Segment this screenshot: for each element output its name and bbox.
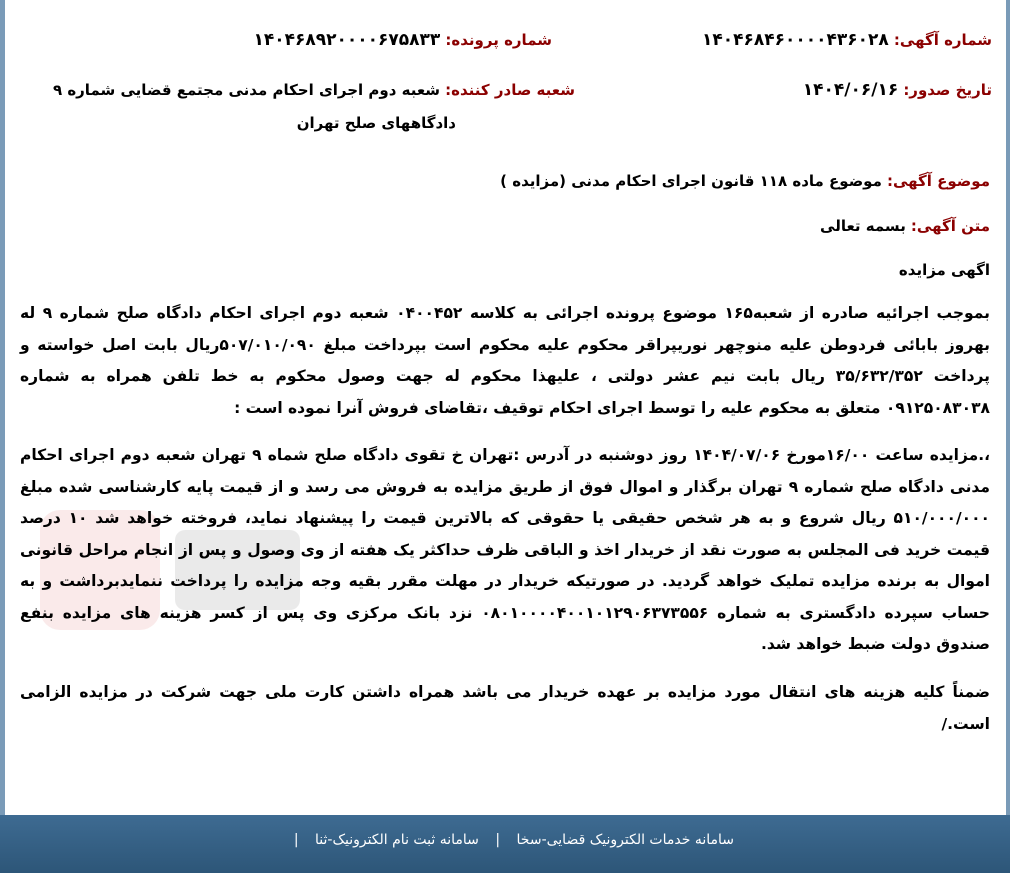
- ad-number-label: شماره آگهی:: [893, 31, 992, 49]
- issue-date-label: تاریخ صدور:: [903, 81, 992, 99]
- ad-title-row: [899, 260, 990, 279]
- ad-title: اگهی مزایده: [898, 261, 990, 279]
- issuing-branch-value: شعبه دوم اجرای احکام مدنی مجتمع قضایی شماره ۹: [52, 81, 441, 99]
- subject-label: موضوع آگهی:: [886, 172, 990, 190]
- case-number-label: شماره پرونده:: [445, 31, 552, 49]
- issuing-branch-row-2: [297, 113, 456, 132]
- window-frame-right: [1006, 0, 1010, 815]
- text-row: [820, 216, 990, 235]
- paragraph-1: بموجب اجرائیه صادره از شعبه۱۶۵ موضوع پرونده اجرائی به کلاسه ۰۴۰۰۴۵۲ شعبه دوم اجرای احکام دادگاه صلح شماره ۹ له بهروز بابائی فردوطن علیه منوچهر نوریپراقر محکوم علیه محکوم است بپرداخت مبلغ ۵۰۷/۰۱۰/۰۹۰ریال بابت اصل خواسته و پرداخت ۳۵/۶۳۲/۳۵۲ ریال بابت نیم عشر دولتی ، علیهذا محکوم له جهت وصول محکوم به خط تلفن همراه به شماره ۰۹۱۲۵۰۸۳۰۳۸ متعلق به محکوم علیه را توسط اجرای احکام توقیف ،تقاضای فروش آنرا نموده است :: [20, 304, 991, 417]
- issuing-branch-value-line2: دادگاههای صلح تهران: [296, 114, 456, 132]
- ad-number-row: [702, 30, 992, 50]
- footer-bar: [0, 815, 1010, 873]
- footer-link-sakha[interactable]: سامانه خدمات الکترونیک قضایی-سخا: [516, 832, 734, 848]
- paragraph-3: ضمناً کلیه هزینه های انتقال مورد مزایده بر عهده خریدار می باشد همراه داشتن کارت ملی جهت شرکت در مزایده الزامی است./: [20, 683, 990, 733]
- issuing-branch-row: [53, 80, 575, 99]
- footer-link-sana[interactable]: سامانه ثبت نام الکترونیک-ثنا: [315, 832, 479, 848]
- bismillah: بسمه تعالی: [820, 217, 906, 235]
- case-number-value: ۱۴۰۴۶۸۹۲۰۰۰۰۶۷۵۸۳۳: [253, 30, 441, 50]
- subject-row: [500, 171, 990, 190]
- ad-number-value: ۱۴۰۴۶۸۴۶۰۰۰۰۴۳۶۰۲۸: [702, 30, 889, 50]
- issuing-branch-label: شعبه صادر کننده:: [445, 81, 575, 99]
- issue-date-row: [803, 80, 992, 100]
- window-frame-left: [0, 0, 5, 815]
- case-number-row: [254, 30, 552, 50]
- footer-separator: |: [495, 832, 501, 848]
- issue-date-value: ۱۴۰۴/۰۶/۱۶: [802, 80, 899, 100]
- subject-value: موضوع ماده ۱۱۸ قانون اجرای احکام مدنی (مزایده ): [500, 172, 882, 190]
- paragraph-2: ،.مزایده ساعت ۱۶/۰۰مورخ ۱۴۰۴/۰۷/۰۶ روز دوشنبه در آدرس :تهران خ تقوی دادگاه صلح شماه ۹ تهران شعبه دوم اجرای احکام مدنی دادگاه صلح شماره ۹ تهران برگذار و اموال فوق از طریق مزایده به فروش می رسد و از قیمت پایه کارشناسی شده مبلغ ۵۱۰/۰۰۰/۰۰۰ ریال شروع و به هر شخص حقیقی یا حقوقی که بالاترین قیمت را پیشنهاد نماید، فروخته خواهد شد ۱۰ درصد قیمت خرید فی المجلس به صورت نقد از خریدار اخذ و الباقی ظرف حداکثر یک هفته از وی وصول و پس از انجام مراحل قانونی اموال به برنده مزایده تملیک خواهد گردید. در صورتیکه خریدار در مهلت مقرر بقیه وجه مزایده را پرداخت ننمایدبرداشت و به حساب سپرده دادگستری به شماره ۰۸۰۱۰۰۰۰۴۰۰۱۰۱۲۹۰۶۳۷۳۵۵۶ نزد بانک مرکزی وی پس از کسر هزینه های مزایده بنفع صندوق دولت ضبط خواهد شد.: [20, 446, 990, 653]
- text-label: متن آگهی:: [910, 217, 990, 235]
- footer-links: [288, 832, 740, 848]
- footer-separator-end: |: [293, 832, 299, 848]
